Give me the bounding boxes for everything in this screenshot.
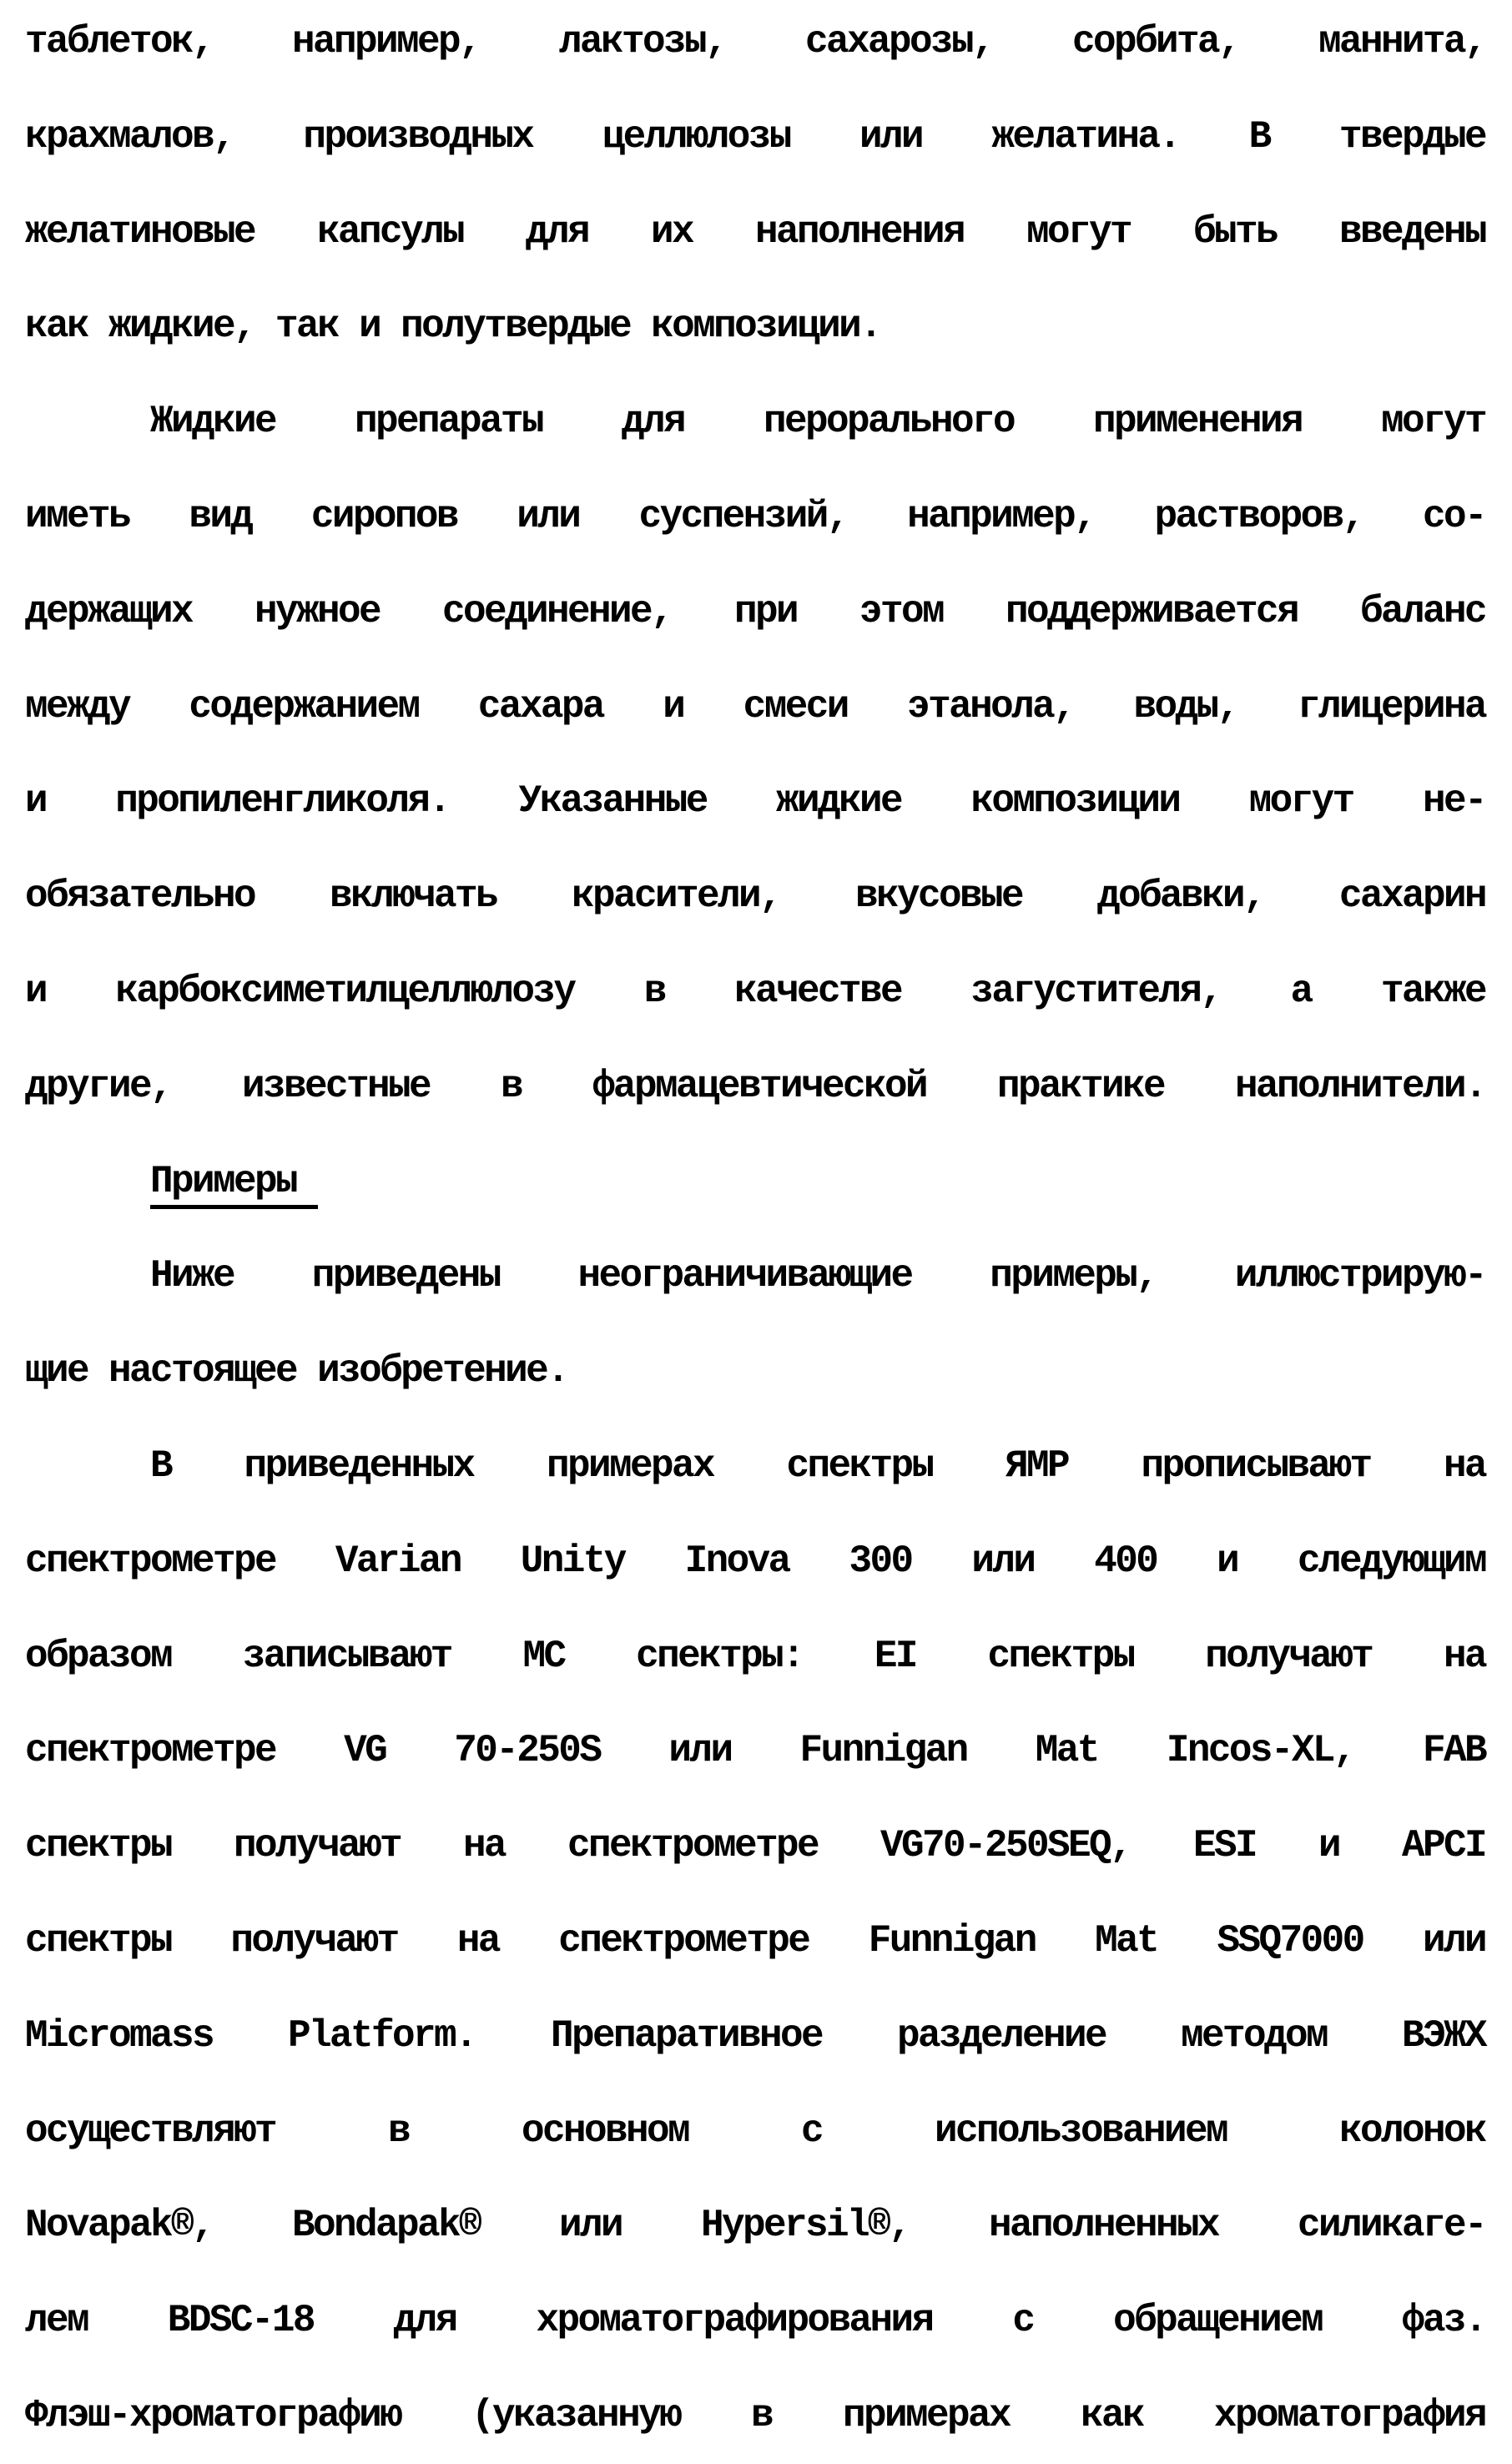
text-line: между содержанием сахара и смеси этанола, воды, глицерина xyxy=(25,684,1485,728)
text-line: образом записывают МС спектры: EI спектры получают на xyxy=(25,1634,1485,1678)
text-line: как жидкие, так и полутвердые композиции. xyxy=(25,305,881,349)
text-line: другие, известные в фармацевтической практике наполнители. xyxy=(25,1064,1485,1108)
text-line: и пропиленгликоля. Указанные жидкие композиции могут не- xyxy=(25,779,1485,824)
text-line: Флэш-хроматографию (указанную в примерах как хроматография xyxy=(25,2393,1485,2437)
text-line: спектры получают на спектрометре Funnigan Mat SSQ7000 или xyxy=(25,1918,1485,1963)
text-line xyxy=(25,1135,1485,1230)
text-line: желатиновые капсулы для их наполнения могут быть введены xyxy=(25,209,1485,254)
text-line: обязательно включать красители, вкусовые добавки, сахарин xyxy=(25,874,1485,919)
text-line: Ниже приведены неограничивающие примеры, иллюстрирую- xyxy=(150,1254,1485,1298)
text-line: спектрометре Varian Unity Inova 300 или 400 и следующим xyxy=(25,1539,1485,1583)
text-line: Novapak®, Bondapak® или Hypersil®, наполненных силикаге- xyxy=(25,2204,1485,2248)
text-line: осуществляют в основном с использованием колонок xyxy=(25,2109,1485,2153)
text-line: держащих нужное соединение, при этом поддерживается баланс xyxy=(25,589,1485,633)
text-line: спектры получают на спектрометре VG70-250SEQ, ESI и APCI xyxy=(25,1824,1485,1868)
text-line: крахмалов, производных целлюлозы или желатина. В твердые xyxy=(25,114,1485,159)
text-line: лем BDSC-18 для хроматографирования с обращением фаз. xyxy=(25,2299,1485,2343)
page-text-block xyxy=(25,0,1485,2464)
text-line: иметь вид сиропов или суспензий, например, растворов, со- xyxy=(25,494,1485,538)
text-line: В приведенных примерах спектры ЯМР прописывают на xyxy=(150,1444,1485,1488)
text-line: Micromass Platform. Препаративное разделение методом ВЭЖХ xyxy=(25,2013,1485,2058)
text-line: и карбоксиметилцеллюлозу в качестве загустителя, а также xyxy=(25,969,1485,1013)
text-line: щие настоящее изобретение. xyxy=(25,1349,568,1393)
text-line: Жидкие препараты для перорального применения могут xyxy=(150,400,1485,444)
examples-heading: Примеры xyxy=(150,1160,318,1209)
text-line: таблеток, например, лактозы, сахарозы, сорбита, маннита, xyxy=(25,20,1485,63)
text-line: спектрометре VG 70-250S или Funnigan Mat Incos-XL, FAB xyxy=(25,1729,1485,1773)
